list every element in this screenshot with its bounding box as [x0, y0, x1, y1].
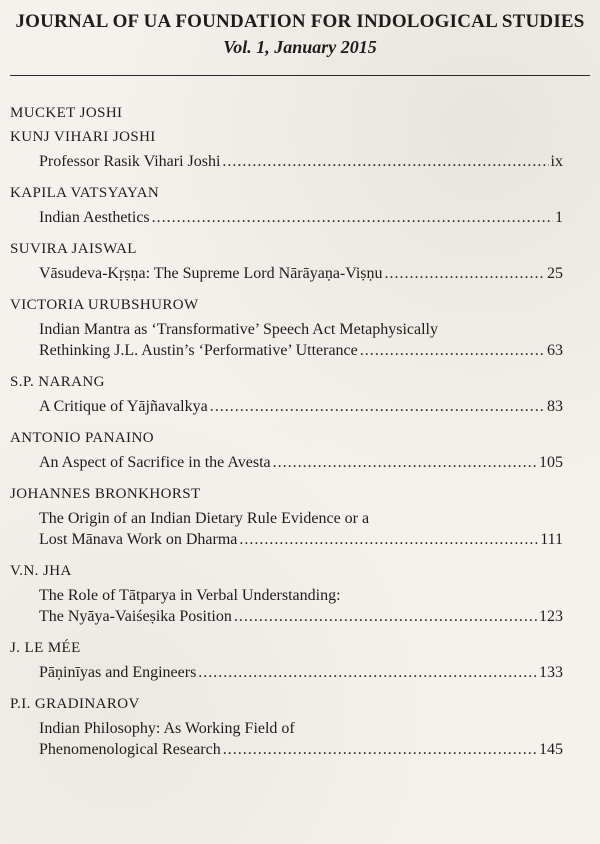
page-number: 63 — [547, 342, 563, 359]
entry-last-line — [39, 662, 563, 683]
entry-title: The Nyāya-Vaiśeṣika Position — [39, 608, 232, 625]
entry-last-line — [39, 263, 563, 284]
entry-last-line — [39, 529, 563, 550]
entry-title: A Critique of Yājñavalkya — [39, 398, 208, 415]
author-name: MUCKET JOSHI — [10, 105, 123, 121]
toc-group — [10, 484, 590, 550]
page-number: 1 — [555, 209, 563, 226]
toc-entry[interactable] — [39, 662, 563, 683]
toc-group — [10, 239, 590, 284]
toc-entry[interactable] — [39, 263, 563, 284]
page-number: 133 — [539, 664, 563, 681]
entry-title: Lost Mānava Work on Dharma — [39, 531, 238, 548]
page-number: 83 — [547, 398, 563, 415]
entry-title-line: Indian Philosophy: As Working Field of — [39, 720, 295, 737]
header-divider — [10, 75, 590, 76]
entry-title-line: Indian Mantra as ‘Transformative’ Speech Act Metaphysically — [39, 321, 438, 338]
table-of-contents — [10, 103, 590, 771]
toc-entry[interactable] — [39, 151, 563, 172]
entry-last-line — [39, 151, 563, 172]
entry-title-line: The Origin of an Indian Dietary Rule Evidence or a — [39, 510, 370, 527]
page-number: 105 — [539, 454, 563, 471]
entry-last-line — [39, 606, 563, 627]
entry-last-line — [39, 340, 563, 361]
volume-line: Vol. 1, January 2015 — [223, 37, 377, 57]
journal-title: JOURNAL OF UA FOUNDATION FOR INDOLOGICAL STUDIES — [15, 11, 585, 32]
entry-title: Indian Aesthetics — [39, 209, 150, 226]
author-name: VICTORIA URUBSHUROW — [10, 297, 199, 313]
dot-leader — [198, 662, 537, 683]
entry-last-line — [39, 207, 563, 228]
toc-group — [10, 638, 590, 683]
author-name: KAPILA VATSYAYAN — [10, 185, 160, 201]
dot-leader — [210, 396, 545, 417]
toc-entry[interactable] — [39, 396, 563, 417]
entry-last-line — [39, 396, 563, 417]
dot-leader — [360, 340, 545, 361]
toc-group — [10, 372, 590, 417]
entry-title: Phenomenological Research — [39, 741, 221, 758]
toc-group — [10, 103, 590, 172]
dot-leader — [152, 207, 553, 228]
toc-entry[interactable] — [39, 718, 563, 760]
dot-leader — [223, 739, 537, 760]
toc-entry[interactable] — [39, 508, 563, 550]
author-name: JOHANNES BRONKHORST — [10, 486, 201, 502]
page-number: 111 — [540, 531, 563, 548]
page-number: ix — [550, 153, 563, 170]
author-name: J. LE MÉE — [10, 640, 81, 656]
author-name: KUNJ VIHARI JOSHI — [10, 129, 156, 145]
author-name: SUVIRA JAISWAL — [10, 241, 137, 257]
author-name: ANTONIO PANAINO — [10, 430, 154, 446]
toc-entry[interactable] — [39, 319, 563, 361]
entry-title-line: The Role of Tātparya in Verbal Understanding: — [39, 587, 341, 604]
dot-leader — [234, 606, 537, 627]
entry-title: Pāṇinīyas and Engineers — [39, 664, 197, 681]
entry-title: Vāsudeva-Kṛṣṇa: The Supreme Lord Nārāyaṇa-Viṣṇu — [39, 265, 383, 282]
entry-title: Rethinking J.L. Austin’s ‘Performative’ Utterance — [39, 342, 358, 359]
journal-header — [10, 10, 590, 58]
entry-title: An Aspect of Sacrifice in the Avesta — [39, 454, 271, 471]
dot-leader — [239, 529, 538, 550]
toc-group — [10, 561, 590, 627]
page-number: 145 — [539, 741, 563, 758]
page-number: 123 — [539, 608, 563, 625]
dot-leader — [273, 452, 537, 473]
toc-entry[interactable] — [39, 452, 563, 473]
toc-group — [10, 694, 590, 760]
entry-last-line — [39, 739, 563, 760]
toc-entry[interactable] — [39, 585, 563, 627]
author-name: S.P. NARANG — [10, 374, 105, 390]
toc-group — [10, 183, 590, 228]
entry-last-line — [39, 452, 563, 473]
toc-group — [10, 295, 590, 361]
dot-leader — [222, 151, 548, 172]
page-number: 25 — [547, 265, 563, 282]
toc-group — [10, 428, 590, 473]
author-name: P.I. GRADINAROV — [10, 696, 140, 712]
toc-entry[interactable] — [39, 207, 563, 228]
entry-title: Professor Rasik Vihari Joshi — [39, 153, 221, 170]
dot-leader — [385, 263, 545, 284]
author-name: V.N. JHA — [10, 563, 72, 579]
